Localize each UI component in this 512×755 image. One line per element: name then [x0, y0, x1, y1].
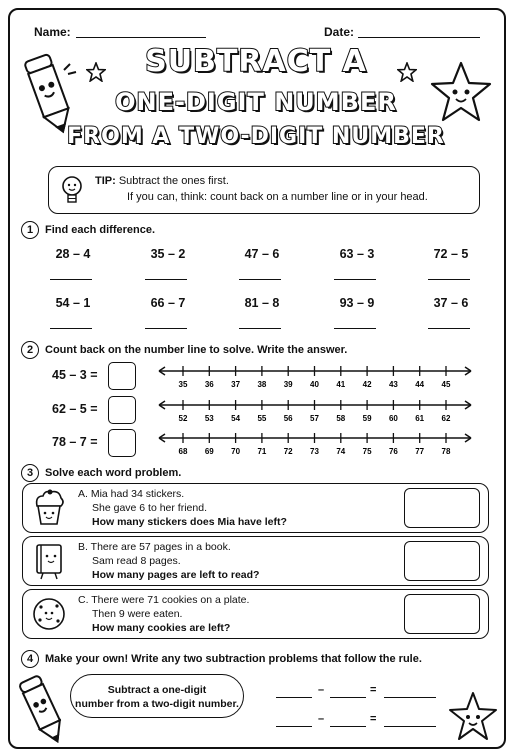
title-line-3: FROM A TWO-DIGIT NUMBER [67, 124, 445, 149]
blank-line-answer[interactable] [384, 726, 436, 727]
section-3-number: 3 [21, 464, 39, 482]
difference-problem: 54 – 1 [55, 296, 91, 310]
number-line-tick-label: 57 [310, 414, 319, 423]
title-line-2: ONE-DIGIT NUMBER [115, 88, 397, 116]
number-line-tick-label: 54 [231, 414, 241, 423]
blank-line-second[interactable] [330, 697, 366, 698]
section-4-number: 4 [21, 650, 39, 668]
rule-line-1: Subtract a one-digit [107, 684, 207, 696]
answer-line[interactable] [334, 279, 376, 280]
number-line-tick-label: 40 [310, 380, 319, 389]
star-icon [86, 62, 106, 82]
star-icon [397, 62, 417, 82]
number-line-tick-label: 58 [336, 414, 346, 423]
number-line-tick-label: 77 [415, 447, 425, 456]
minus-sign: – [318, 684, 325, 696]
name-label: Name: [34, 25, 71, 39]
number-line-answer-box[interactable] [108, 429, 136, 457]
number-line-answer-box[interactable] [108, 362, 136, 390]
equals-sign: = [370, 684, 377, 696]
answer-line[interactable] [145, 279, 187, 280]
number-line-tick-label: 53 [204, 414, 214, 423]
number-line-tick-label: 62 [441, 414, 451, 423]
problem-a-line-1: Mia had 34 stickers. [90, 488, 185, 500]
number-line-tick-label: 74 [336, 447, 346, 456]
tip-box [48, 166, 480, 214]
number-line-tick-label: 72 [283, 447, 293, 456]
difference-problem: 28 – 4 [55, 247, 91, 261]
number-line-tick-label: 73 [310, 447, 319, 456]
book-icon [31, 541, 67, 581]
number-line-tick-label: 35 [178, 380, 188, 389]
tip-line-2: If you can, think: count back on a number line or in your head. [127, 191, 428, 203]
problem-c-line-1: There were 71 cookies on a plate. [91, 594, 250, 606]
number-line-tick-label: 59 [362, 414, 372, 423]
star-icon [428, 60, 494, 126]
answer-line[interactable] [334, 328, 376, 329]
number-line [156, 361, 476, 391]
answer-line[interactable] [239, 328, 281, 329]
word-problem-c [22, 589, 489, 639]
number-line-tick-label: 70 [231, 447, 241, 456]
problem-a-line-2: She gave 6 to her friend. [92, 502, 207, 514]
problem-c-question: How many cookies are left? [92, 622, 231, 634]
lightbulb-icon [59, 173, 85, 207]
answer-line[interactable] [50, 279, 92, 280]
difference-problem: 63 – 3 [339, 247, 375, 261]
tip-label: TIP: [95, 175, 116, 187]
number-line-tick-label: 71 [257, 447, 267, 456]
word-problem-a [22, 483, 489, 533]
section-3-title: Solve each word problem. [45, 467, 182, 479]
difference-problem: 93 – 9 [339, 296, 375, 310]
number-line-tick-label: 42 [362, 380, 372, 389]
number-line-equation: 45 – 3 = [52, 368, 98, 382]
number-line-tick-label: 43 [388, 380, 398, 389]
number-line-tick-label: 36 [204, 380, 214, 389]
title-line-1: SUBTRACT A [145, 44, 367, 79]
date-label: Date: [324, 25, 355, 39]
number-line-tick-label: 38 [257, 380, 267, 389]
minus-sign: – [318, 713, 325, 725]
number-line-equation: 78 – 7 = [52, 435, 98, 449]
answer-line[interactable] [428, 279, 470, 280]
problem-a-question: How many stickers does Mia have left? [92, 516, 287, 528]
number-line-answer-box[interactable] [108, 396, 136, 424]
difference-problem: 47 – 6 [244, 247, 280, 261]
number-line-tick-label: 37 [231, 380, 241, 389]
number-line [156, 428, 476, 458]
blank-line-answer[interactable] [384, 697, 436, 698]
number-line-tick-label: 68 [178, 447, 188, 456]
answer-line[interactable] [428, 328, 470, 329]
answer-box-a[interactable] [404, 488, 480, 528]
number-line-tick-label: 55 [257, 414, 267, 423]
word-problem-b [22, 536, 489, 586]
section-1-title: Find each difference. [45, 224, 156, 236]
blank-line-second[interactable] [330, 726, 366, 727]
difference-problem: 72 – 5 [433, 247, 469, 261]
number-line-tick-label: 41 [336, 380, 346, 389]
section-4-title: Make your own! Write any two subtraction problems that follow the rule. [45, 653, 422, 665]
rule-line-2: number from a two-digit number. [75, 698, 239, 710]
date-field-line[interactable] [358, 37, 480, 38]
number-line-tick-label: 61 [415, 414, 425, 423]
answer-line[interactable] [145, 328, 187, 329]
problem-c-line-2: Then 9 were eaten. [92, 608, 183, 620]
section-1-number: 1 [21, 221, 39, 239]
blank-line-first[interactable] [276, 697, 312, 698]
difference-problem: 81 – 8 [244, 296, 280, 310]
problem-b-line-1: There are 57 pages in a book. [90, 541, 231, 553]
answer-line[interactable] [50, 328, 92, 329]
problem-b-question: How many pages are left to read? [92, 569, 260, 581]
number-line-tick-label: 75 [362, 447, 372, 456]
number-line-tick-label: 60 [388, 414, 398, 423]
problem-b-letter: B. [78, 541, 88, 553]
problem-b-line-2: Sam read 8 pages. [92, 555, 181, 567]
number-line-tick-label: 39 [283, 380, 293, 389]
number-line-tick-label: 56 [283, 414, 293, 423]
answer-box-b[interactable] [404, 541, 480, 581]
number-line-equation: 62 – 5 = [52, 402, 98, 416]
number-line [156, 395, 476, 425]
number-line-tick-label: 52 [178, 414, 188, 423]
cookie-icon [31, 594, 67, 634]
number-line-tick-label: 78 [441, 447, 451, 456]
difference-problem: 37 – 6 [433, 296, 469, 310]
equals-sign: = [370, 713, 377, 725]
rule-cloud [70, 674, 244, 718]
number-line-tick-label: 76 [388, 447, 398, 456]
cupcake-icon [31, 488, 67, 528]
pencil-icon [14, 48, 84, 138]
name-field-line[interactable] [76, 37, 206, 38]
problem-a-letter: A. [78, 488, 88, 500]
difference-problem: 66 – 7 [150, 296, 186, 310]
tip-line-1: Subtract the ones first. [118, 175, 229, 187]
number-line-tick-label: 45 [441, 380, 451, 389]
number-line-tick-label: 69 [204, 447, 214, 456]
answer-box-c[interactable] [404, 594, 480, 634]
blank-line-first[interactable] [276, 726, 312, 727]
section-2-title: Count back on the number line to solve. Write the answer. [45, 344, 348, 356]
problem-c-letter: C. [78, 594, 89, 606]
difference-problem: 35 – 2 [150, 247, 186, 261]
section-2-number: 2 [21, 341, 39, 359]
star-icon [446, 690, 500, 744]
answer-line[interactable] [239, 279, 281, 280]
number-line-tick-label: 44 [415, 380, 425, 389]
pencil-icon [14, 670, 74, 750]
